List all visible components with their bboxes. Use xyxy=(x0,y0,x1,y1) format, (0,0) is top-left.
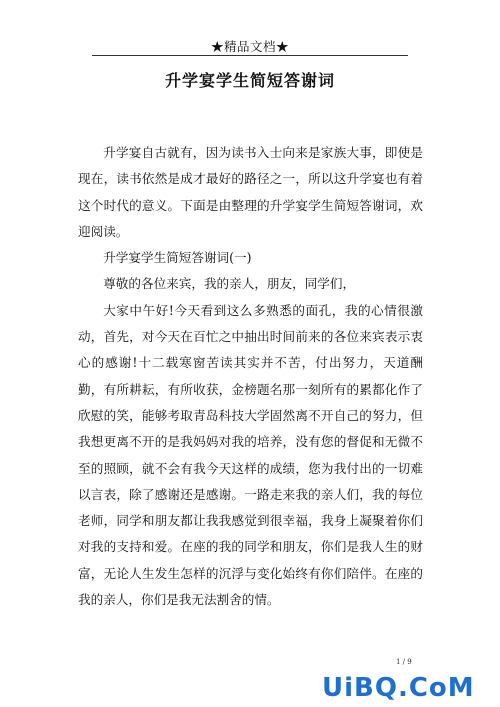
salutation-paragraph: 尊敬的各位来宾，我的亲人，朋友，同学们， xyxy=(103,276,356,292)
document-title: 升学宴学生简短答谢词 xyxy=(164,71,335,90)
document-body xyxy=(78,140,423,613)
section-heading: 升学宴学生简短答谢词(一) xyxy=(103,250,252,266)
speech-paragraph: 大家中午好!今天看到这么多熟悉的面孔，我的心情很激动，首先，对今天在百忙之中抽出时间前来的各位来宾表示衷心的感谢!十二载寒窗苦读其实并不苦，付出努力，天道酬勤，有所耕耘，有所收获，金榜题名那一刻所有的累都化作了欣慰的笑，能够考取青岛科技大学固然离不开自己的努力，但我想更离不开的是我妈妈对我的培养，没有您的督促和无微不至的照顾，就不会有我今天这样的成绩，您为我付出的一切难以言表，除了感谢还是感谢。一路走来我的亲人们，我的每位老师，同学和朋友都让我我感觉到很幸福，我身上凝聚着你们对我的支持和爱。在座的我的同学和朋友，你们是我人生的财富，无论人生发生怎样的沉浮与变化始终有你们陪伴。在座的我的亲人，你们是我无法割舍的情。 xyxy=(78,302,423,608)
header-divider xyxy=(92,55,408,56)
page-header: ★精品文档★ xyxy=(210,39,289,54)
page-number: 1 / 9 xyxy=(396,658,412,666)
intro-paragraph: 升学宴自古就有，因为读书入士向来是家族大事，即使是现在，读书依然是成才最好的路径之一，所以这升学宴也有着这个时代的意义。下面是由整理的升学宴学生简短答谢词，欢迎阅读。 xyxy=(78,145,423,239)
site-watermark: UiBQ.CoM xyxy=(322,673,475,703)
